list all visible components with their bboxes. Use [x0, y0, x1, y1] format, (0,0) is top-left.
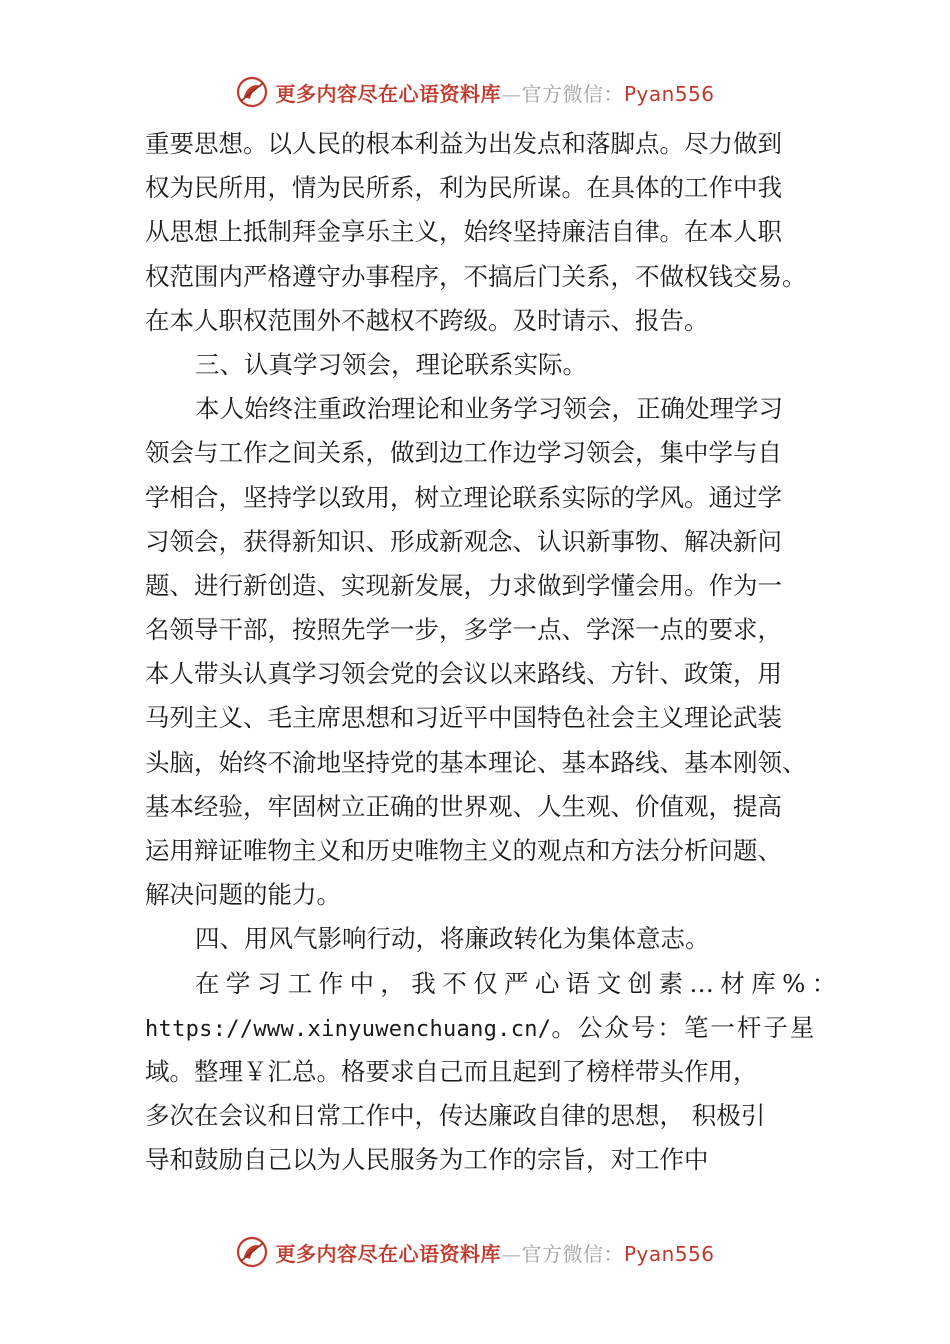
- body-line: 领会与工作之间关系，做到边工作边学习领会，集中学与自: [145, 438, 782, 468]
- banner-separator: —: [500, 81, 522, 106]
- url-line-tail: 。公众号：笔一杆子星: [551, 1012, 817, 1042]
- body-line: 导和鼓励自己以为人民服务为工作的宗旨，对工作中: [145, 1145, 709, 1175]
- banner-brand-text: 更多内容尽在心语资料库: [275, 81, 501, 106]
- paragraph-start-line: 本人始终注重政治理论和业务学习领会，正确处理学习: [195, 394, 783, 424]
- body-line: 运用辩证唯物主义和历史唯物主义的观点和方法分析问题、: [145, 836, 782, 865]
- body-line: 习领会，获得新知识、形成新观念、认识新事物、解决新问: [145, 526, 782, 556]
- banner-brand-text: 更多内容尽在心语资料库: [275, 1241, 501, 1266]
- section-heading: 四、用风气影响行动，将廉政转化为集体意志。: [195, 924, 710, 954]
- document-body: [145, 122, 843, 1183]
- banner-separator: —: [500, 1241, 522, 1266]
- body-line: 重要思想。以人民的根本利益为出发点和落脚点。尽力做到: [145, 129, 782, 158]
- body-line: 题、进行新创造、实现新发展，力求做到学懂会用。作为一: [145, 570, 782, 600]
- body-line: 头脑，始终不渝地坚持党的基本理论、基本路线、基本刚领、: [145, 747, 807, 777]
- body-line: 在本人职权范围外不越权不跨级。及时请示、报告。: [145, 305, 709, 335]
- body-line: 域。整理￥汇总。格要求自己而且起到了榜样带头作用，: [145, 1056, 758, 1086]
- section-heading: 三、认真学习领会，理论联系实际。: [195, 349, 587, 379]
- banner-account: Pyan556: [623, 1241, 715, 1266]
- banner-account: Pyan556: [623, 81, 715, 106]
- body-line: 权为民所用，情为民所系，利为民所谋。在具体的工作中我: [145, 173, 782, 203]
- banner-label: 官方微信：: [521, 1241, 624, 1266]
- url-line: [145, 1006, 817, 1050]
- footer-watermark-banner: [0, 1232, 950, 1272]
- banner-label: 官方微信：: [521, 81, 624, 106]
- body-line: 从思想上抵制拜金享乐主义，始终坚持廉洁自律。在本人职: [145, 217, 782, 247]
- body-line: 基本经验，牢固树立正确的世界观、人生观、价值观，提高: [145, 791, 782, 821]
- body-line: 名领导干部，按照先学一步，多学一点、学深一点的要求，: [145, 615, 782, 645]
- body-line: 学相合，坚持学以致用，树立理论联系实际的学风。通过学: [145, 482, 782, 512]
- header-watermark-banner: [0, 72, 950, 112]
- brand-logo-icon: [235, 1235, 269, 1269]
- body-line: 本人带头认真学习领会党的会议以来路线、方针、政策，用: [145, 659, 782, 689]
- source-url: https://www.xinyuwenchuang.cn/: [145, 1016, 552, 1042]
- body-line: 马列主义、毛主席思想和习近平中国特色社会主义理论武装: [145, 703, 782, 733]
- body-line: 权范围内严格遵守办事程序，不搞后门关系，不做权钱交易。: [145, 261, 807, 291]
- body-line: 多次在会议和日常工作中，传达廉政自律的思想， 积极引: [145, 1101, 766, 1131]
- body-line: 解决问题的能力。: [145, 880, 341, 910]
- paragraph-start-line: 在学习工作中，我不仅严心语文创素…材库%：: [195, 968, 843, 998]
- brand-logo-icon: [235, 75, 269, 109]
